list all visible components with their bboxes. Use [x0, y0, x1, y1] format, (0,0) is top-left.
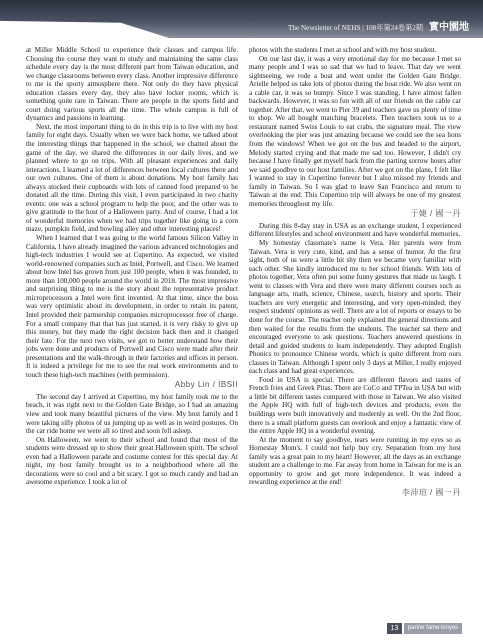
- article-paragraph: Food in USA is special. There are different flavors and tastes of French fries and Greek Pitas. There are CoCo and TPTea in USA but with a little bit different tastes compared with those in Taiwan. We also visited the Apple HQ with full of high-tech devices and products, even the buildings were built innovatively and modernly as well. On the 2nd floor, there is a small platform guests can overlook and enjoy a fantastic view of the entire Apple HQ in a wonderful evening.: [249, 375, 461, 436]
- article-paragraph: My homestay classmate's name is Vera. Her parents were from Taiwan. Vera is very cute, kind, and has a sense of humor. At the first sight, both of us were a little bit shy then we became very familiar with each other. She kindly introduced me to her school friends. With lots of photos together, Vera often put some funny gestures that made us laugh. I went to classes with Vera and there were many different courses such as language arts, math, science, Chinese, search, history and sports. Their teachers are very energetic and interesting, and very open-minded; they respect students' opinions as well. There are a lot of reports or essays to be done for the course. The teacher only explained the general directions and then waited for the results from the students. The teacher sat there and encouraged everyone to ask questions. Teachers answered questions in detail and guided students to learn independently. They adopted English Phonics to pronounce Chinese words, which is quite different from ours classes in Taiwan. Although I spent only 3 days at Miller, I really enjoyed each class and had great experiences.: [249, 239, 461, 376]
- author-signature: 李沛瑄 / 國一丹: [401, 487, 461, 497]
- page-number: 13: [387, 623, 402, 634]
- author-signature: 于婕 / 國一丹: [410, 209, 461, 219]
- article-paragraph: During this 8-day stay in USA as an exchange student, I experienced different lifestyles and school environment and have wonderful memories.: [249, 221, 461, 239]
- article-paragraph: at Miller Middle School to experience their classes and campus life. Choosing the course they want to study and maintaining the same class schedule every day is the most different part from Taiwan education, and we change classrooms between every class. Another impressive difference to me is the sporty atmosphere there. Not only do they have physical education classes every day, they also have locker rooms, which is something quite rare in Taiwan. There are people in the sports field and court doing various sports all the time. The whole campus is full of dynamics and passions in learning.: [26, 46, 238, 123]
- article-paragraph: On Halloween, we went to their school and found that most of the students were dressed up to show their great Halloween spirit. The school even had a Halloween parade and costume contest for this special day. At night, my host family brought us to a neighborhood where all the decorations were so cool and a bit scary. I got so much candy and had an awesome experience. I took a lot of: [26, 435, 238, 487]
- article-paragraph: photos with the students I met at school and with my host student.: [249, 46, 437, 54]
- author-signature: Abby Lin / IBSII: [174, 380, 238, 390]
- article-paragraph: When I learned that I was going to the world famous Silicon Valley in California, I have already imagined the various advanced technologies and high-tech industries I would see at Cupertino. As expected, we visited world-renowned companies such as Intel, Portwell, and Cisco. We learned about how Intel has grown from just 100 people, when it was founded, to more than 100,000 people around the world in 2018. The most impressive and surprising thing to me is the story about the representative product microprocessors a Intel were first invented. At that time, since the boss was very optimistic about its development, in order to retain its patent, Intel provided their partnership companies microprocessor free of charge. For a small company that that has just started, it is very risky to give up this money, but they made the right decision back then and it changed their fate. For the next two visits, we got to better understand how their jobs were done and products of Portwell and Cisco were made after their presentations and the walk-through in their factories and offices in person. It is indeed a privilege for me to see the real work environments and to touch these high-tech machines (with permission).: [26, 234, 238, 379]
- article-paragraph: Next, the most important thing to do in this trip is to live with my host family for eight days. Usually when we were back home, we talked about the interesting things that happened in the school, we chatted about the game of the day, we shared the differences in our daily lives, and we planned where to go on trips. With all pleasant experiences and daily interactions, I learned a lot of differences between local cultures there and our own cultures. One of them is about donations. My host family has always stocked their cupboards with lots of canned food prepared to be donated all the time. During this visit, I even participated in two charity events: one was a school program to help the poor, and the other was to give gratitude to the host of a Halloween party. And of course, I had a lot of wonderful memories when we had trips together like going to a corn maze, pumpkin field, and bowling alley and other interesting places!: [26, 122, 238, 234]
- section-title: 實中園地: [429, 22, 469, 33]
- header-text: [288, 18, 469, 33]
- article-paragraph: The second day I arrived at Cupertino, my host family took me to the beach, it was right next to the Golden Gate Bridge, so I had an amazing view and took many beautiful pictures of the view. My host family and I were taking silly photos of us jumping up as well as in weird postures. On the car ride home we were all so tired and soon fell asleep.: [26, 392, 238, 436]
- article-paragraph: On our last day, it was a very emotional day for me because I met so many people and I was so sad that we had to leave. That day we went sightseeing, we rode a boat and went under the Golden Gate Bridge. Arielle helped us take lots of photos during the boat ride. We also went on a cable car, it was so bumpy. Since I was standing, I have almost fallen backwards. However, it was so fun with all of our friends on the cable car together. After that, we went to Pier 39 and teachers gave us plenty of time to shop. We all bought matching bracelets. Then teachers took us to a restaurant named Swiss Louis to eat crabs, the signature meal. The view overlooking the pier was just amazing because we could see the sea lions from the windows! When we got on the bus and headed to the airport, Melody started crying and that made me sad too. However, I didn't cry because I have finally get myself back from the parting sorrow hours after we said goodbye to our host families. After we got on the plane, I felt like I wanted to stay in Cupertino forever but I also missed my friends and family in Taiwan. So I was glad to leave San Francisco and return to Taiwan at the end. This Cupertino trip will always be one of my greatest memories throughout my life.: [249, 54, 461, 208]
- left-column: [26, 46, 238, 487]
- newsletter-title: The Newsletter of NEHS | 108年第24卷第2期: [288, 24, 423, 32]
- right-column: [249, 46, 461, 500]
- article-paragraph: At the moment to say goodbye, tears were running in my eyes so as Homestay Mom's. I could not help buy cry. Separation from my host family was a great pain to my heart! However, all the days as an exchange student are a challenge to me. Far away from home in Taiwan for me is an opportunity to grow and get more independence. It was indeed a rewarding experience at the end!: [249, 435, 461, 487]
- footer-label: parine fame kinyes: [404, 623, 462, 634]
